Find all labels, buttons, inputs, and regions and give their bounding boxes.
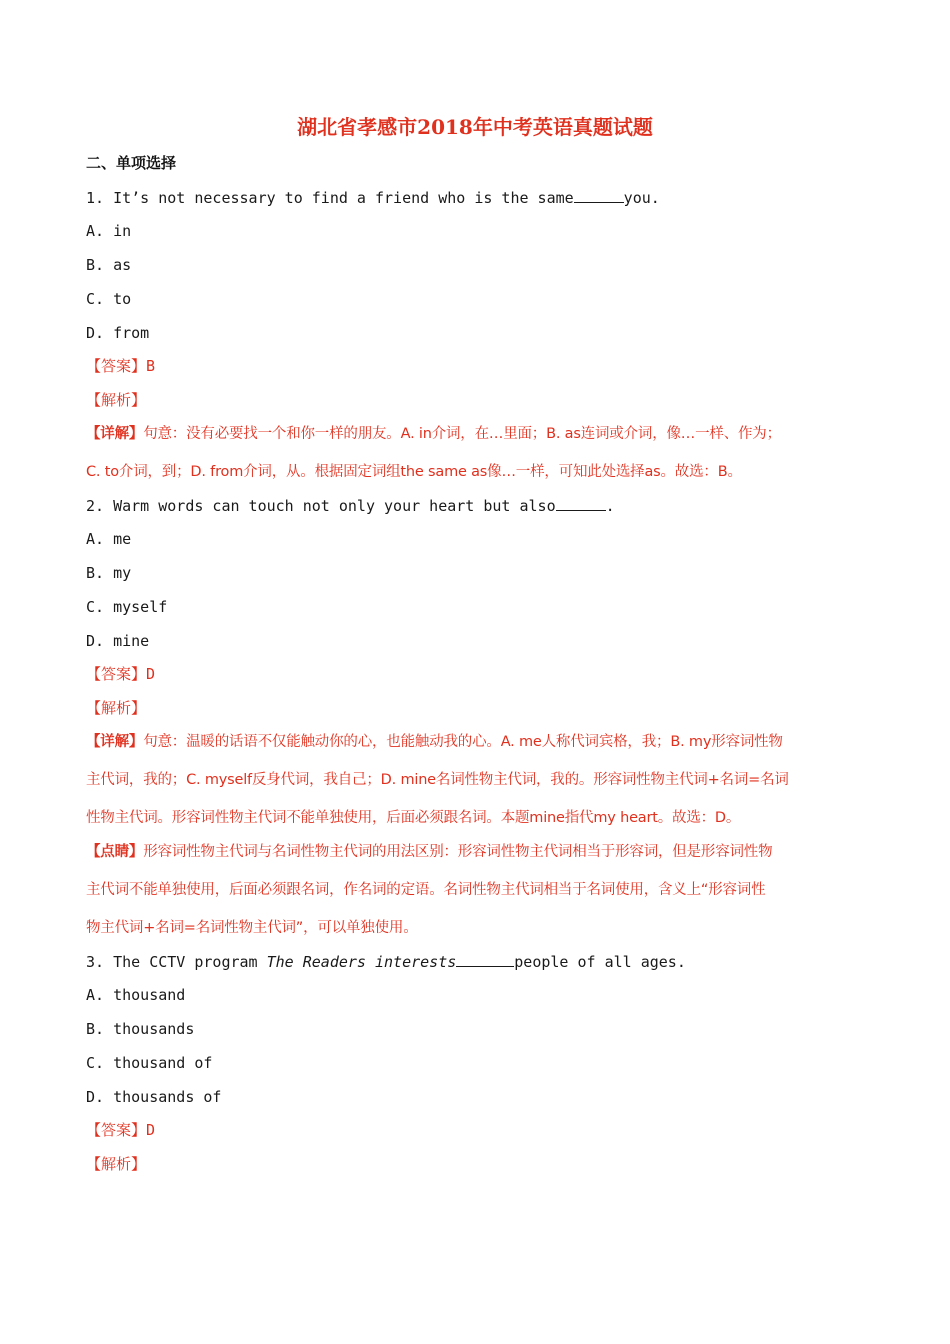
question-3-option-c: C. thousand of — [86, 1054, 213, 1072]
document-title: 湖北省孝感市2018年中考英语真题试题 — [297, 115, 653, 139]
question-1-blank — [574, 188, 624, 203]
question-1-option-a: A. in — [86, 222, 132, 240]
question-3-analysis-tag: 【解析】 — [86, 1155, 147, 1173]
question-3-option-d: D. thousands of — [86, 1088, 222, 1106]
question-1-answer — [86, 356, 155, 376]
question-2-option-d: D. mine — [86, 632, 150, 650]
question-2-stem-text: 2. Warm words can touch not only your heart but also — [86, 497, 556, 515]
question-1-detail-line-1 — [86, 424, 781, 444]
section-heading: 二、单项选择 — [86, 154, 177, 172]
question-2-option-c: C. myself — [86, 598, 168, 616]
answer-tag: 【答案】 — [86, 357, 147, 375]
question-2-detail-line-3: 性物主代词。形容词性物主代词不能单独使用，后面必须跟名词。本题mine指代my heart。故选：D。 — [86, 810, 741, 826]
question-1-detail-line-2: C. to介词，到；D. from介词，从。根据固定词组the same as像…一样，可知此处选择as。故选：B。 — [86, 464, 742, 480]
question-2-stem-end: . — [605, 497, 615, 515]
question-1-stem — [86, 188, 660, 208]
question-2-answer — [86, 664, 155, 684]
question-1-option-c: C. to — [86, 290, 132, 308]
question-2-detail-line-1 — [86, 732, 783, 752]
question-3-answer — [86, 1120, 155, 1140]
answer-value: B — [146, 357, 156, 375]
question-2-point-line-2: 主代词不能单独使用，后面必须跟名词，作名词的定语。名词性物主代词相当于名词使用，含义上“形容词性 — [86, 882, 766, 898]
detail-text: 句意：没有必要找一个和你一样的朋友。A. in介词，在…里面；B. as连词或介词，像…一样、作为； — [143, 426, 781, 442]
question-1-stem-end: you. — [623, 189, 660, 207]
answer-tag: 【答案】 — [86, 665, 147, 683]
answer-value: D — [146, 665, 156, 683]
question-2-point-line-1 — [86, 842, 772, 862]
question-1-analysis-tag: 【解析】 — [86, 391, 147, 409]
question-3-option-a: A. thousand — [86, 986, 186, 1004]
detail-text: 句意：温暖的话语不仅能触动你的心，也能触动我的心。A. me人称代词宾格，我；B. my形容词性物 — [143, 734, 783, 750]
question-2-point-line-3: 物主代词+名词=名词性物主代词”，可以单独使用。 — [86, 920, 418, 936]
detail-tag: 【详解】 — [86, 734, 144, 750]
point-tag: 【点睛】 — [86, 844, 144, 860]
question-2-stem — [86, 496, 615, 516]
question-1-option-b: B. as — [86, 256, 132, 274]
question-3-stem — [86, 952, 686, 972]
detail-tag: 【详解】 — [86, 426, 144, 442]
question-2-option-a: A. me — [86, 530, 132, 548]
answer-value: D — [146, 1121, 156, 1139]
question-2-option-b: B. my — [86, 564, 132, 582]
question-2-analysis-tag: 【解析】 — [86, 699, 147, 717]
question-1-stem-text: 1. It’s not necessary to find a friend who is the same — [86, 189, 574, 207]
question-3-program-name: The Readers interests — [266, 953, 457, 971]
point-text: 形容词性物主代词与名词性物主代词的用法区别：形容词性物主代词相当于形容词，但是形容词性物 — [143, 844, 773, 860]
answer-tag: 【答案】 — [86, 1121, 147, 1139]
question-1-option-d: D. from — [86, 324, 150, 342]
question-2-detail-line-2: 主代词，我的；C. myself反身代词，我自己；D. mine名词性物主代词，我的。形容词性物主代词+名词=名词 — [86, 772, 789, 788]
question-3-stem-text: 3. The CCTV program — [86, 953, 267, 971]
question-2-blank — [556, 496, 606, 511]
question-3-blank — [456, 952, 514, 967]
question-3-option-b: B. thousands — [86, 1020, 195, 1038]
question-3-stem-end: people of all ages. — [514, 953, 686, 971]
